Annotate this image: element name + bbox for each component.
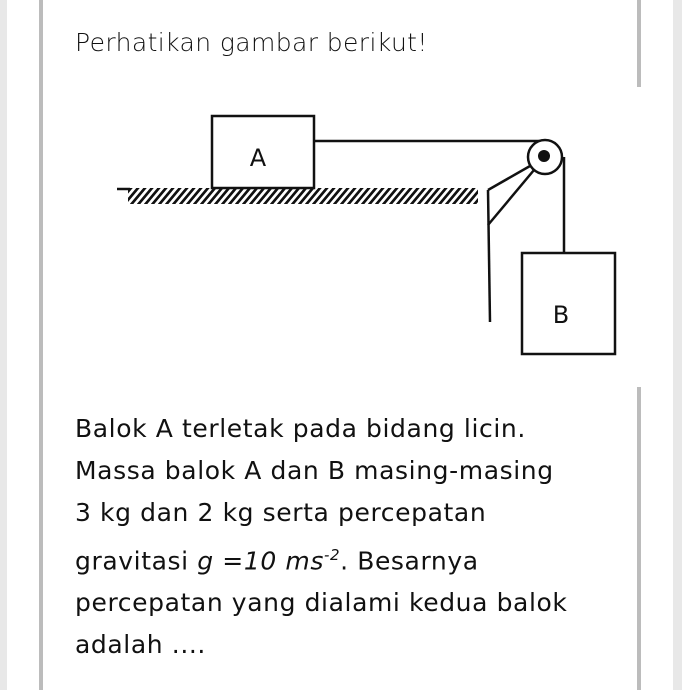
question-line-2: Massa balok A dan B masing-masing — [75, 456, 554, 485]
block-b — [522, 253, 615, 354]
question-line-3: 3 kg dan 2 kg serta percepatan — [75, 498, 487, 527]
block-a-label: A — [249, 144, 267, 172]
gravity-suffix: . Besarnya — [340, 546, 479, 576]
card-border-right-bottom — [637, 387, 641, 690]
question-heading: Perhatikan gambar berikut! — [75, 28, 428, 57]
block-b-label: B — [552, 301, 570, 329]
question-line-1: Balok A terletak pada bidang licin. — [75, 414, 526, 443]
ground-surface — [117, 188, 478, 204]
gravity-prefix: gravitasi — [75, 546, 198, 576]
block-a — [212, 116, 314, 188]
question-line-6: adalah .... — [75, 630, 206, 660]
pulley — [528, 140, 562, 174]
gravity-exponent: -2 — [323, 546, 341, 564]
question-body — [75, 408, 630, 666]
gravity-formula: g =10 ms — [197, 546, 324, 576]
question-line-5: percepatan yang dialami kedua balok — [75, 588, 568, 618]
question-line-4 — [75, 534, 630, 582]
